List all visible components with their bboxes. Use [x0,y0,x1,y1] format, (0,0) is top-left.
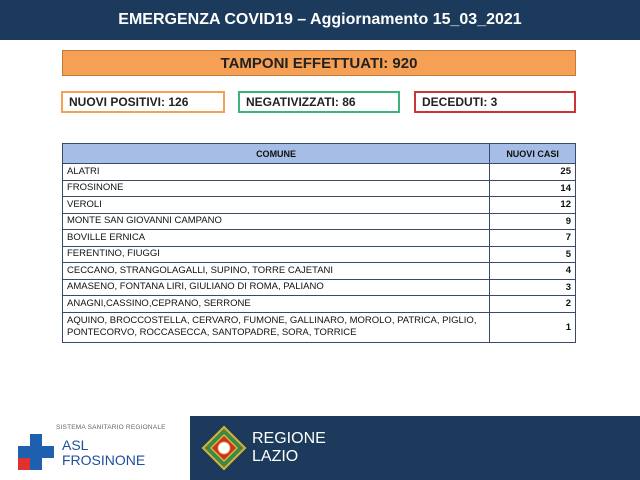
comune-cell: AQUINO, BROCCOSTELLA, CERVARO, FUMONE, GALLINARO, MOROLO, PATRICA, PIGLIO, PONTECORVO, ROCCASECCA, SANTOPADRE, SORA, TORRICE [63,312,490,342]
tamponi-banner [62,50,576,76]
casi-cell: 1 [490,312,576,342]
casi-cell: 4 [490,263,576,280]
table-row [63,197,576,214]
casi-cell: 25 [490,164,576,181]
sistema-sanitario-label: SISTEMA SANITARIO REGIONALE [56,424,166,431]
negativizzati-label: NEGATIVIZZATI: 86 [246,95,356,109]
medical-cross-icon [18,434,54,470]
casi-cell: 9 [490,213,576,230]
nuovi-positivi-label: NUOVI POSITIVI: 126 [69,95,189,109]
page-title: EMERGENZA COVID19 – Aggiornamento 15_03_2021 [118,11,522,28]
comune-cell: VEROLI [63,197,490,214]
table-row [63,263,576,280]
casi-cell: 3 [490,279,576,296]
table-row [63,230,576,247]
regione-lazio-name [252,430,326,466]
table-row [63,246,576,263]
table-header-row [63,144,576,164]
casi-cell: 2 [490,296,576,313]
comune-cell: FROSINONE [63,180,490,197]
table-row [63,164,576,181]
asl-frosinone-logo-area [0,416,190,480]
asl-name [62,438,145,468]
table-row [63,180,576,197]
negativizzati-box [238,91,400,113]
comune-cell: ANAGNI,CASSINO,CEPRANO, SERRONE [63,296,490,313]
asl-line-2: FROSINONE [62,452,146,468]
table-row [63,279,576,296]
asl-line-1: ASL [62,437,89,453]
comune-cell: AMASENO, FONTANA LIRI, GIULIANO DI ROMA, PALIANO [63,279,490,296]
cases-table [62,143,576,343]
regione-line-2: LAZIO [252,448,299,465]
column-header-comune: COMUNE [63,144,490,164]
comune-cell: FERENTINO, FIUGGI [63,246,490,263]
table-row [63,296,576,313]
comune-cell: CECCANO, STRANGOLAGALLI, SUPINO, TORRE CAJETANI [63,263,490,280]
deceduti-label: DECEDUTI: 3 [422,95,498,109]
casi-cell: 12 [490,197,576,214]
casi-cell: 7 [490,230,576,247]
deceduti-box [414,91,576,113]
nuovi-positivi-box [61,91,225,113]
regione-lazio-emblem-icon [200,424,248,472]
table-row [63,213,576,230]
comune-cell: ALATRI [63,164,490,181]
comune-cell: MONTE SAN GIOVANNI CAMPANO [63,213,490,230]
comune-cell: BOVILLE ERNICA [63,230,490,247]
table-row [63,312,576,342]
column-header-nuovi-casi: NUOVI CASI [490,144,576,164]
regione-lazio-banner [190,416,640,480]
regione-line-1: REGIONE [252,430,326,447]
casi-cell: 14 [490,180,576,197]
page-header [0,0,640,40]
tamponi-label: TAMPONI EFFETTUATI: 920 [220,54,418,72]
casi-cell: 5 [490,246,576,263]
